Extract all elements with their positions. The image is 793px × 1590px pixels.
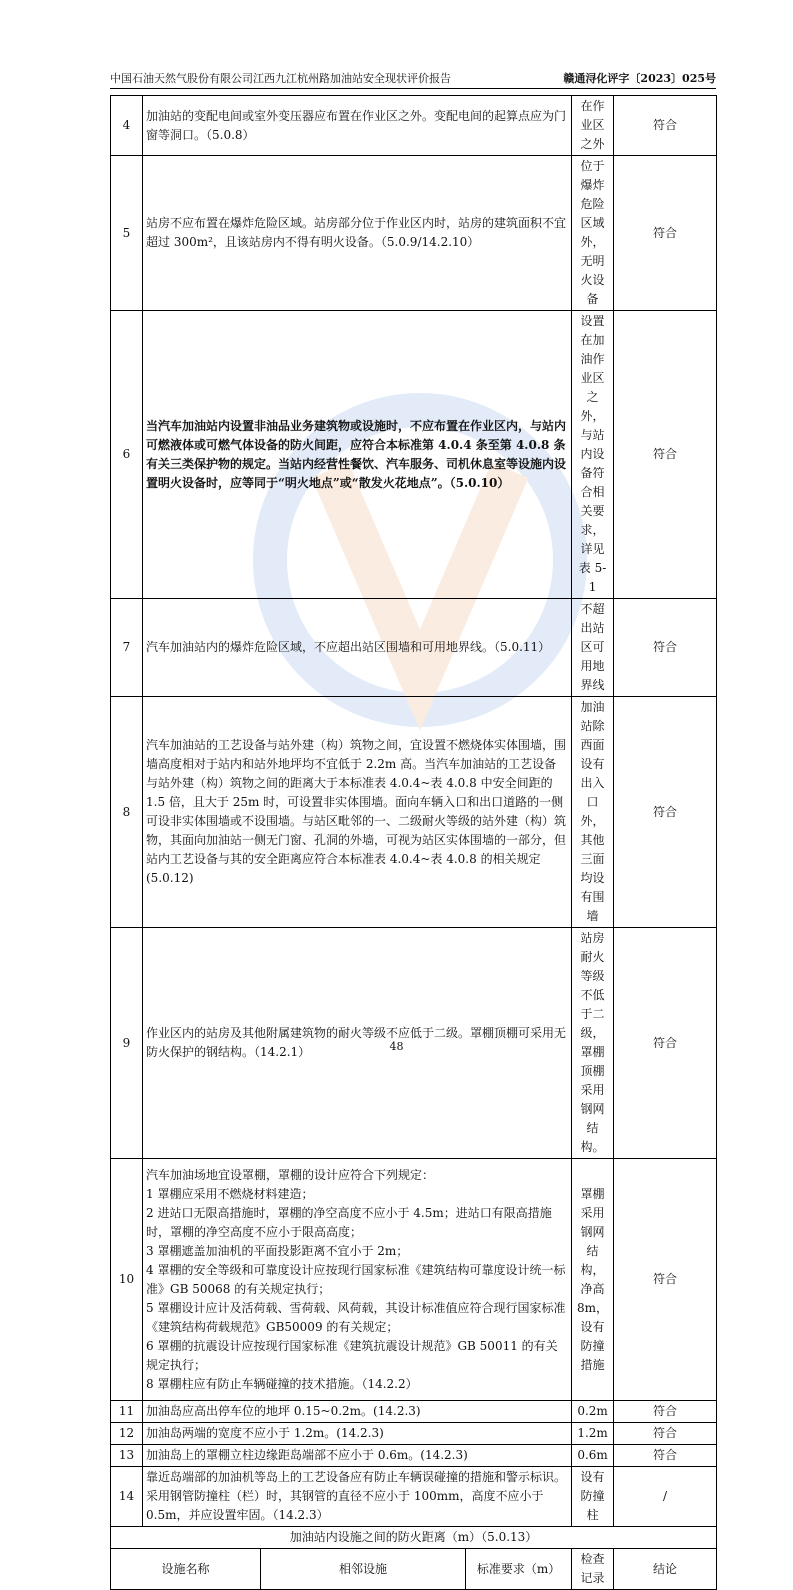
- requirement-text: 站房不应布置在爆炸危险区域。站房部分位于作业区内时，站房的建筑面积不宜超过 300m²，且该站房内不得有明火设备。（5.0.9/14.2.10）: [143, 156, 572, 311]
- row-number: 4: [111, 96, 143, 156]
- requirement-text: 作业区内的站房及其他附属建筑物的耐火等级不应低于二级。罩棚顶棚可采用无防火保护的钢结构。（14.2.1）: [143, 928, 572, 1159]
- check-result: 在作业区之外: [572, 96, 614, 156]
- row-number: 10: [111, 1159, 143, 1401]
- table-row: [111, 599, 717, 697]
- check-result: 设置在加油作业区之外，与站内设备符合相关要求，详见表 5-1: [572, 311, 614, 599]
- column-header: 相邻设施: [261, 1549, 466, 1590]
- table-row: [111, 156, 717, 311]
- document-number: 赣通浔化评字〔2023〕025号: [563, 72, 716, 85]
- conclusion: 符合: [614, 928, 717, 1159]
- requirement-text: 加油岛上的罩棚立柱边缘距岛端部不应小于 0.6m。(14.2.3): [143, 1445, 572, 1467]
- section-title-row: [111, 1527, 717, 1549]
- table-row: [111, 1445, 717, 1467]
- page-number: 48: [389, 1040, 404, 1053]
- row-number: 12: [111, 1423, 143, 1445]
- check-result: 不超出站区可用地界线: [572, 599, 614, 697]
- table-row: [111, 1401, 717, 1423]
- conclusion: 符合: [614, 697, 717, 928]
- table-row: [111, 1423, 717, 1445]
- conclusion: 符合: [614, 1423, 717, 1445]
- conclusion: 符合: [614, 599, 717, 697]
- section-title: 加油站内设施之间的防火距离（m）（5.0.13）: [111, 1527, 717, 1549]
- check-result: 0.6m: [572, 1445, 614, 1467]
- requirement-text: 加油站的变配电间或室外变压器应布置在作业区之外。变配电间的起算点应为门窗等洞口。（5.0.8）: [143, 96, 572, 156]
- conclusion: 符合: [614, 1159, 717, 1401]
- row-number: 11: [111, 1401, 143, 1423]
- table-row: [111, 697, 717, 928]
- row-number: 5: [111, 156, 143, 311]
- requirement-text: 靠近岛端部的加油机等岛上的工艺设备应有防止车辆误碰撞的措施和警示标识。采用钢管防撞柱（栏）时，其钢管的直径不应小于 100mm，高度不应小于 0.5m，并应设置牢固。（14.2.3）: [143, 1467, 572, 1527]
- check-result: 罩棚采用钢网结构，净高 8m，设有防撞措施: [572, 1159, 614, 1401]
- conclusion: /: [614, 1467, 717, 1527]
- column-header: 结论: [614, 1549, 717, 1590]
- check-result: 加油站除西面设有出入口外，其他三面均设有围墙: [572, 697, 614, 928]
- table-row: [111, 311, 717, 599]
- requirement-text: 汽车加油站内的爆炸危险区域，不应超出站区围墙和可用地界线。（5.0.11）: [143, 599, 572, 697]
- conclusion: 符合: [614, 96, 717, 156]
- conclusion: 符合: [614, 1401, 717, 1423]
- inspection-table: [110, 95, 717, 1590]
- check-result: 设有防撞柱: [572, 1467, 614, 1527]
- row-number: 7: [111, 599, 143, 697]
- page-header: [110, 71, 716, 87]
- column-header-row: [111, 1549, 717, 1590]
- row-number: 8: [111, 697, 143, 928]
- column-header: 标准要求（m）: [466, 1549, 572, 1590]
- row-number: 6: [111, 311, 143, 599]
- table-row: [111, 1467, 717, 1527]
- column-header: 设施名称: [111, 1549, 261, 1590]
- check-result: 站房耐火等级不低于二级，罩棚顶棚采用钢网结构。: [572, 928, 614, 1159]
- check-result: 1.2m: [572, 1423, 614, 1445]
- requirement-text: 汽车加油场地宜设罩棚，罩棚的设计应符合下列规定： 1 罩棚应采用不燃烧材料建造； 2 进站口无限高措施时，罩棚的净空高度不应小于 4.5m；进站口有限高措施时，罩棚的净空高度不应小于限高高度； 3 罩棚遮盖加油机的平面投影距离不宜小于 2m； 4 罩棚的安全等级和可靠度设计应按现行国家标准《建筑结构可靠度设计统一标准》GB 50068 的有关规定执行； 5 罩棚设计应计及活荷载、雪荷载、风荷载，其设计标准值应符合现行国家标准《建筑结构荷载规范》GB50009 的有关规定； 6 罩棚的抗震设计应按现行国家标准《建筑抗震设计规范》GB 50011 的有关规定执行； 8 罩棚柱应有防止车辆碰撞的技术措施。（14.2.2）: [143, 1159, 572, 1401]
- conclusion: 符合: [614, 1445, 717, 1467]
- table-row: [111, 1159, 717, 1401]
- table-row: [111, 96, 717, 156]
- requirement-text: 汽车加油站的工艺设备与站外建（构）筑物之间，宜设置不燃烧体实体围墙，围墙高度相对于站内和站外地坪均不宜低于 2.2m 高。当汽车加油站的工艺设备与站外建（构）筑物之间的距离大于本标准表 4.0.4~表 4.0.8 中安全间距的 1.5 倍，且大于 25m 时，可设置非实体围墙。面向车辆入口和出口道路的一侧可设非实体围墙或不设围墙。与站区毗邻的一、二级耐火等级的站外建（构）筑物，其面向加油站一侧无门窗、孔洞的外墙，可视为站区实体围墙的一部分，但站内工艺设备与其的安全距离应符合本标准表 4.0.4~表 4.0.8 的相关规定(5.0.12): [143, 697, 572, 928]
- row-number: 14: [111, 1467, 143, 1527]
- column-header: 检查记录: [572, 1549, 614, 1590]
- requirement-text: 加油岛应高出停车位的地坪 0.15~0.2m。(14.2.3): [143, 1401, 572, 1423]
- requirement-text: 当汽车加油站内设置非油品业务建筑物或设施时，不应布置在作业区内，与站内可燃液体或可燃气体设备的防火间距，应符合本标准第 4.0.4 条至第 4.0.8 条有关三类保护物的规定。当站内经营性餐饮、汽车服务、司机休息室等设施内设置明火设备时，应等同于“明火地点”或“散发火花地点”。（5.0.10）: [143, 311, 572, 599]
- requirement-text: 加油岛两端的宽度不应小于 1.2m。(14.2.3): [143, 1423, 572, 1445]
- conclusion: 符合: [614, 311, 717, 599]
- row-number: 13: [111, 1445, 143, 1467]
- report-title: 中国石油天然气股份有限公司江西九江杭州路加油站安全现状评价报告: [110, 72, 451, 85]
- check-result: 0.2m: [572, 1401, 614, 1423]
- check-result: 位于爆炸危险区域外，无明火设备: [572, 156, 614, 311]
- header-divider: [110, 88, 716, 89]
- row-number: 9: [111, 928, 143, 1159]
- conclusion: 符合: [614, 156, 717, 311]
